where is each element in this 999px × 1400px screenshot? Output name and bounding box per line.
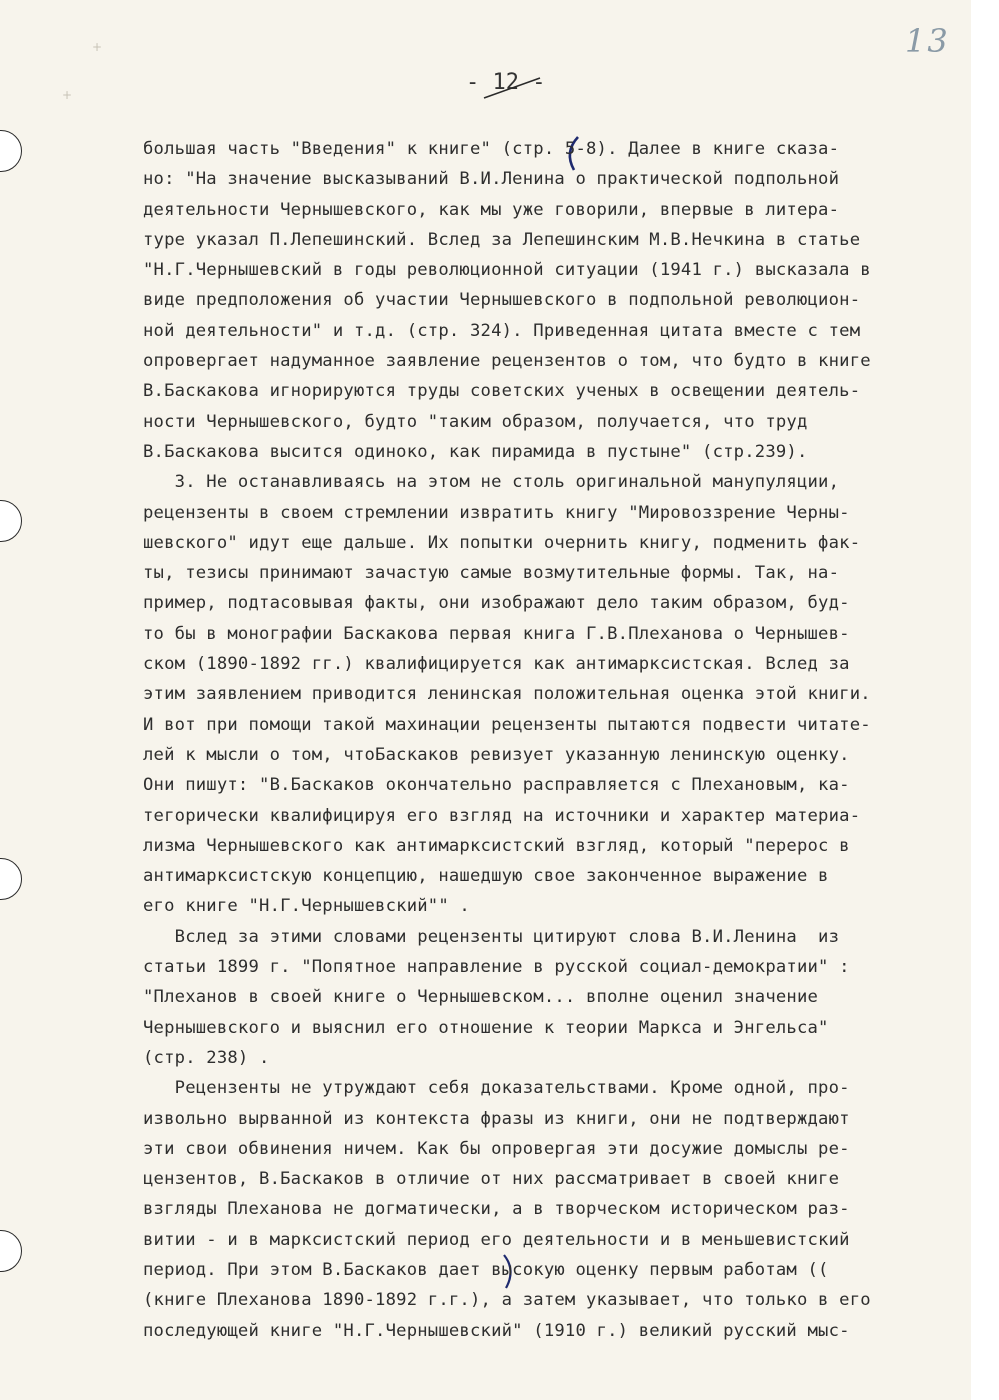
text-line: рецензенты в своем стремлении извратить книгу "Мировоззрение Черны- (143, 502, 850, 523)
text-line: ной деятельности" и т.д. (стр. 324). Приведенная цитата вместе с тем (143, 320, 861, 341)
margin-mark: + (62, 88, 73, 102)
text-line: 3. Не останавливаясь на этом не столь оригинальной манупуляции, (143, 472, 840, 493)
text-line: период. При этом В.Баскаков дает высокую оценку первым работам (( (143, 1259, 829, 1280)
text-line: большая часть "Введения" к книге" (стр. 5-8). Далее в книге сказа- (143, 139, 840, 159)
text-line: Они пишут: "В.Баскаков окончательно расправляется с Плехановым, ка- (143, 775, 850, 796)
text-line: (книге Плеханова 1890-1892 г.г.), а затем указывает, что только в его (143, 1290, 871, 1311)
scan-edge (971, 0, 999, 1400)
text-line: пример, подтасовывая факты, они изображают дело таким образом, буд- (143, 593, 850, 614)
text-line: ском (1890-1892 гг.) квалифицируется как антимарксистская. Вслед за (143, 654, 850, 675)
text-line: Рецензенты не утруждают себя доказательствами. Кроме одной, про- (143, 1078, 850, 1099)
text-line: ты, тезисы принимают зачастую самые возмутительные формы. Так, на- (143, 563, 840, 584)
text-line: но: "На значение высказываний В.И.Ленина о практической подпольной (143, 169, 840, 190)
page-number: - 12 - (466, 70, 546, 95)
archive-number: 13 (905, 22, 950, 60)
text-line: виде предположения об участии Чернышевского в подпольной революцион- (143, 290, 861, 311)
text-line: тегорически квалифицируя его взгляд на источники и характер материа- (143, 805, 861, 826)
text-line: (стр. 238) . (143, 1047, 270, 1068)
text-line: этим заявлением приводится ленинская положительная оценка этой книги. (143, 684, 871, 705)
text-line: взгляды Плеханова не догматически, а в творческом историческом раз- (143, 1199, 850, 1220)
text-line: статьи 1899 г. "Попятное направление в русской социал-демократии" : (143, 957, 850, 978)
margin-mark: + (92, 40, 103, 54)
text-line: "Плеханов в своей книге о Чернышевском... вполне оценил значение (143, 987, 819, 1008)
text-line: его книге "Н.Г.Чернышевский"" . (143, 896, 470, 917)
text-line: ности Чернышевского, будто "таким образом, получается, что труд (143, 411, 808, 432)
text-line: антимарксистскую концепцию, нашедшую свое законченное выражение в (143, 866, 829, 887)
text-line: последующей книге "Н.Г.Чернышевский" (1910 г.) великий русский мыс- (143, 1320, 850, 1341)
text-line: то бы в монографии Баскакова первая книга Г.В.Плеханова о Чернышев- (143, 623, 850, 644)
text-line: Чернышевского и выяснил его отношение к теории Маркса и Энгельса" (143, 1017, 829, 1038)
punch-hole (0, 1230, 22, 1272)
text-line: деятельности Чернышевского, как мы уже говорили, впервые в литера- (143, 199, 840, 220)
text-line: извольно вырванной из контекста фразы из книги, они не подтверждают (143, 1108, 850, 1129)
text-line: цензентов, В.Баскаков в отличие от них рассматривает в своей книге (143, 1169, 840, 1190)
text-line: В.Баскакова высится одиноко, как пирамида в пустыне" (стр.239). (143, 441, 808, 462)
text-line: эти свои обвинения ничем. Как бы опровергая эти досужие домыслы ре- (143, 1138, 850, 1159)
text-line: Вслед за этими словами рецензенты цитируют слова В.И.Ленина из (143, 926, 840, 947)
text-line: лей к мысли о том, чтоБаскаков ревизует указанную ленинскую оценку. (143, 744, 850, 765)
body-text (143, 134, 973, 1346)
text-line: В.Баскакова игнорируются труды советских ученых в освещении деятель- (143, 381, 861, 402)
text-line: витии - и в марксистский период его деятельности и в меньшевистский (143, 1229, 850, 1250)
punch-hole (0, 858, 22, 900)
pen-strikethrough (482, 74, 542, 104)
text-line: И вот при помощи такой махинации рецензенты пытаются подвести читате- (143, 714, 871, 735)
text-line: "Н.Г.Чернышевский в годы революционной ситуации (1941 г.) высказала в (143, 260, 871, 281)
text-line: опровергает надуманное заявление рецензентов о том, что будто в книге (143, 351, 871, 372)
punch-hole (0, 130, 22, 172)
punch-hole (0, 500, 22, 542)
text-line: шевского" идут еще дальше. Их попытки очернить книгу, подменить фак- (143, 532, 861, 553)
text-line: лизма Чернышевского как антимарксистский взгляд, который "перерос в (143, 835, 850, 856)
text-line: туре указал П.Лепешинский. Вслед за Лепешинским М.В.Нечкина в статье (143, 229, 861, 250)
